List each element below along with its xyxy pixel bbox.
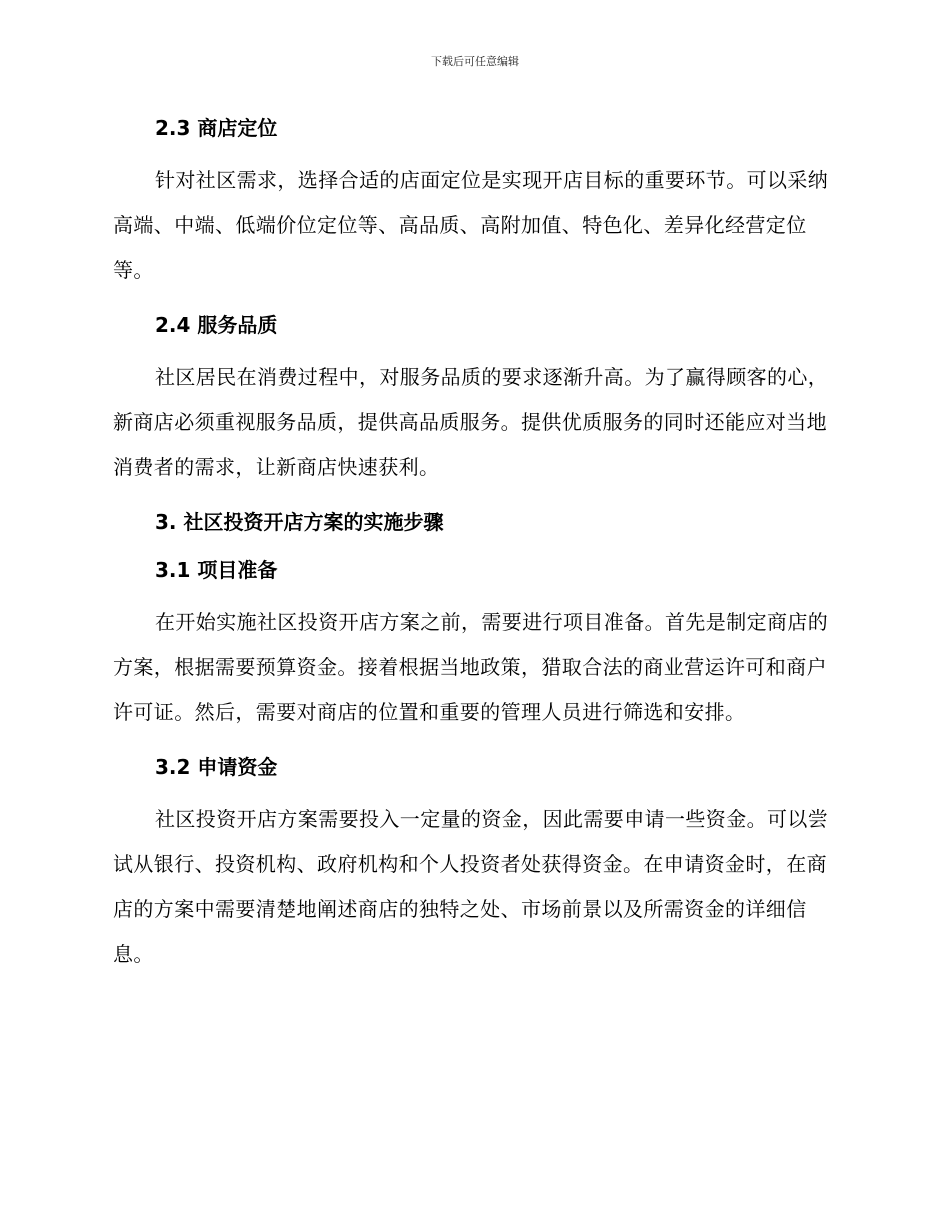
page-header: 下载后可任意编辑 [431,55,519,68]
section-heading-3: 3. 社区投资开店方案的实施步骤 [155,510,444,534]
section-paragraph-3-2: 社区投资开店方案需要投入一定量的资金，因此需要申请一些资金。可以尝试从银行、投资机构、政府机构和个人投资者处获得资金。在申请资金时，在商店的方案中需要清楚地阐述商店的独特之处、市场前景以及所需资金的详细信息。 [113,807,829,966]
section-paragraph-3-1: 在开始实施社区投资开店方案之前，需要进行项目准备。首先是制定商店的方案，根据需要预算资金。接着根据当地政策，猎取合法的商业营运许可和商户许可证。然后，需要对商店的位置和重要的管理人员进行筛选和安排。 [113,610,829,724]
section-heading-3-2: 3.2 申请资金 [155,755,278,779]
section-paragraph-2-3: 针对社区需求，选择合适的店面定位是实现开店目标的重要环节。可以采纳高端、中端、低端价位定位等、高品质、高附加值、特色化、差异化经营定位等。 [113,168,829,282]
section-paragraph-2-4: 社区居民在消费过程中，对服务品质的要求逐渐升高。为了赢得顾客的心，新商店必须重视服务品质，提供高品质服务。提供优质服务的同时还能应对当地消费者的需求，让新商店快速获利。 [113,365,829,479]
section-heading-2-3: 2.3 商店定位 [155,116,278,140]
section-heading-3-1: 3.1 项目准备 [155,558,278,582]
document-body [113,110,831,977]
section-heading-2-4: 2.4 服务品质 [155,313,278,337]
